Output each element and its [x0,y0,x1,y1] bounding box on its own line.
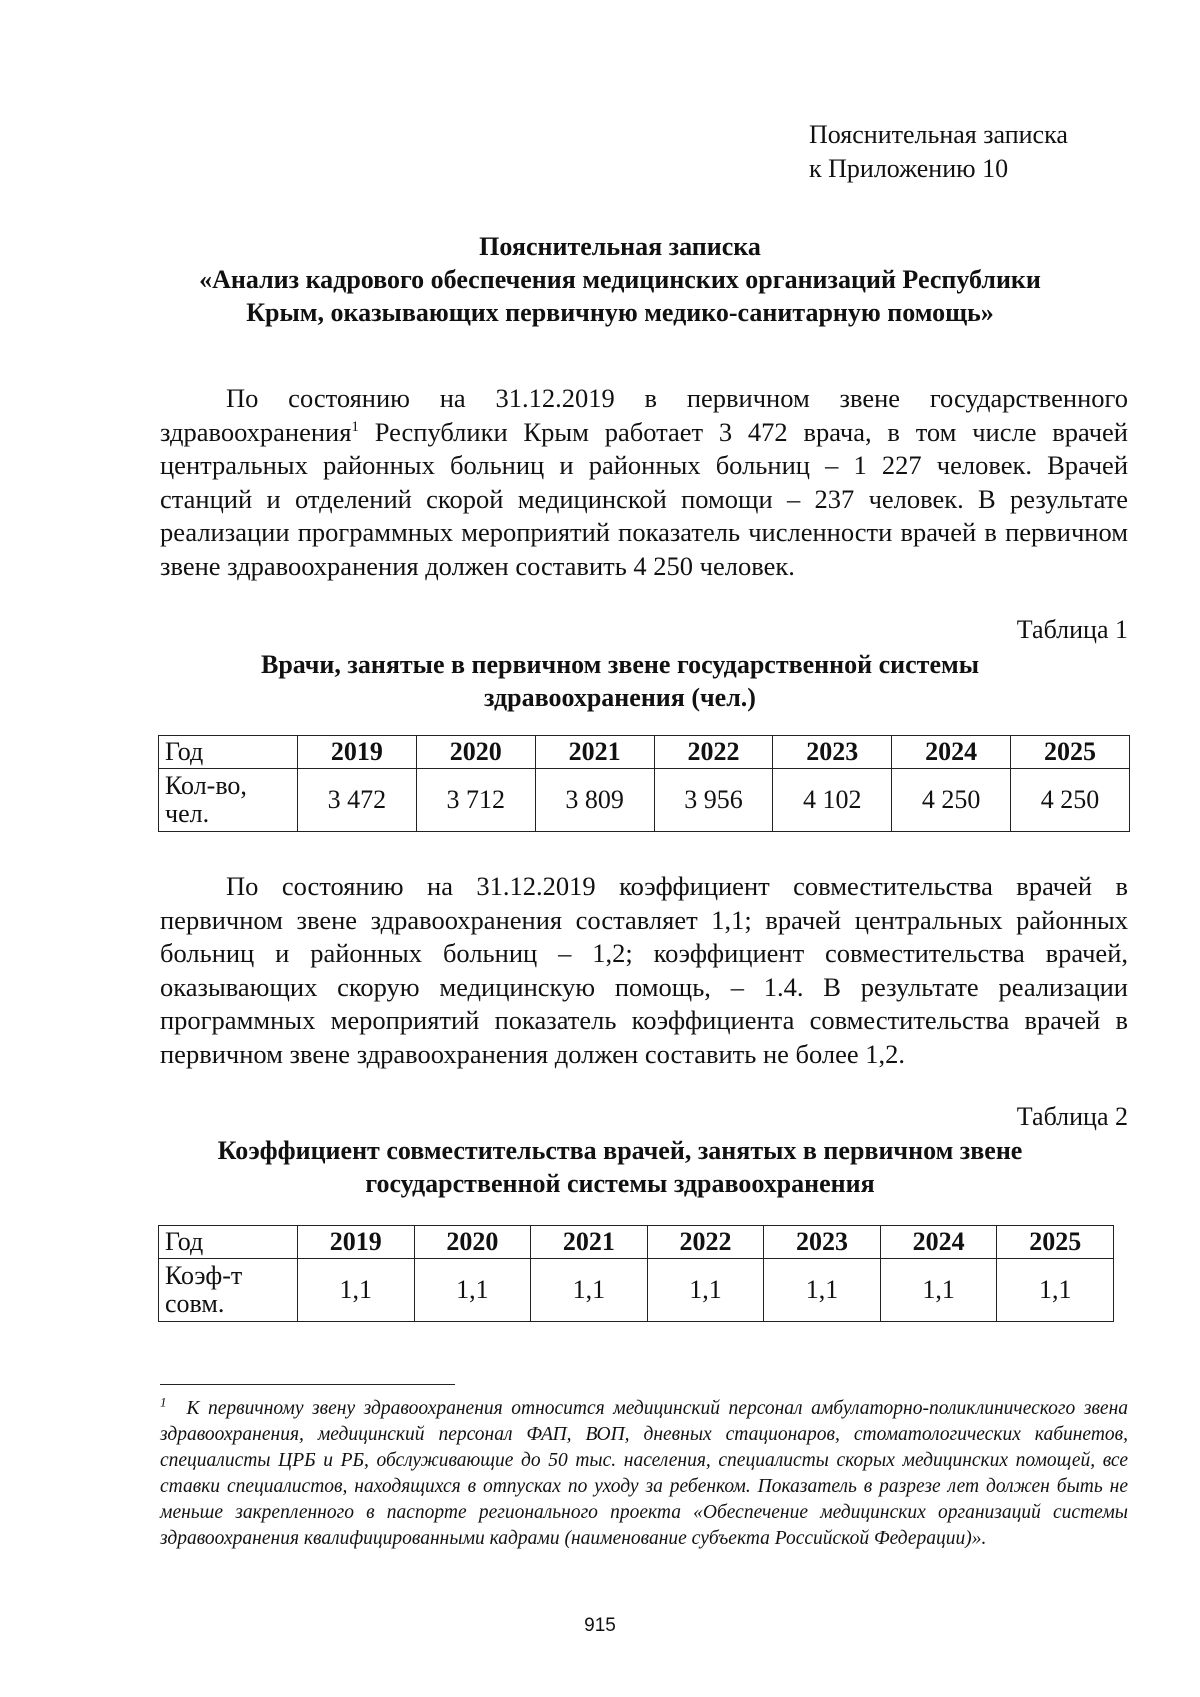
table-2-value: 1,1 [764,1259,881,1322]
footnote [160,1396,1128,1552]
table-1-data-row [159,769,1130,832]
table-1-row-label: Кол-во, чел. [159,769,298,832]
paragraph-1 [160,382,1128,583]
table-1-header-row [159,736,1130,769]
table-1 [158,735,1130,832]
table-1-title [140,648,1100,714]
table-2-year: 2025 [997,1226,1114,1259]
table-2-year: 2023 [764,1226,881,1259]
appendix-reference [809,118,1068,186]
table-1-title-line-2: здравоохранения (чел.) [484,683,756,712]
footnote-reference: 1 [351,418,359,435]
table-2-year: 2020 [414,1226,531,1259]
table-2-year: 2024 [880,1226,997,1259]
table-1-year: 2024 [892,736,1011,769]
table-2-title-line-1: Коэффициент совместительства врачей, занятых в первичном звене [217,1136,1023,1165]
table-2-title [140,1134,1100,1200]
footnote-mark: 1 [160,1394,167,1410]
table-2-title-line-2: государственной системы здравоохранения [365,1169,875,1198]
table-1-value: 4 250 [1011,769,1130,832]
table-1-year: 2023 [773,736,892,769]
table-2-year: 2022 [647,1226,764,1259]
table-1-title-line-1: Врачи, занятые в первичном звене государственной системы [260,650,979,679]
table-1-value: 3 712 [416,769,535,832]
paragraph-1-text-b: Республики Крым работает 3 472 врача, в том числе врачей центральных районных больниц и районных больниц – 1 227 человек. Врачей станций и отделений скорой медицинской помощи – 237 человек. В результате реализации программных мероприятий показатель численности врачей в первичном звене здравоохранения должен составить 4 250 человек. [160,416,1128,581]
title-line-2: «Анализ кадрового обеспечения медицинских организаций Республики [199,265,1041,294]
table-2-header-label: Год [159,1226,298,1259]
table-2-data-row [159,1259,1114,1322]
paragraph-2-text: По состоянию на 31.12.2019 коэффициент совместительства врачей в первичном звене здравоохранения составляет 1,1; врачей центральных районных больниц и районных больниц – 1,2; коэффициент совместительства врачей, оказывающих скорую медицинскую помощь, – 1.4. В результате реализации программных мероприятий показатель коэффициента совместительства врачей в первичном звене здравоохранения должен составить не более 1,2. [160,871,1128,1069]
table-2-value: 1,1 [298,1259,415,1322]
table-2 [158,1225,1114,1322]
document-title [140,230,1100,329]
table-2-value: 1,1 [880,1259,997,1322]
table-1-header-label: Год [159,736,298,769]
appendix-line-2: к Приложению 10 [809,154,1009,183]
title-line-3: Крым, оказывающих первичную медико-санитарную помощь» [246,298,994,327]
table-2-row-label: Коэф-т совм. [159,1259,298,1322]
table-1-value: 3 809 [535,769,654,832]
table-1-value: 4 102 [773,769,892,832]
footnote-text: К первичному звену здравоохранения относится медицинский персонал амбулаторно-поликлинического звена здравоохранения, медицинский персонал ФАП, ВОП, дневных стационаров, стоматологических кабинетов, специалисты ЦРБ и РБ, обслуживающие до 50 тыс. населения, специалисты скорых медицинских помощей, все ставки специалистов, находящихся в отпусках по уходу за ребенком. Показатель в разрезе лет должен быть не меньше закрепленного в паспорте регионального проекта «Обеспечение медицинских организаций системы здравоохранения квалифицированными кадрами (наименование субъекта Российской Федерации)». [160,1398,1128,1549]
table-1-value: 4 250 [892,769,1011,832]
table-1-year: 2021 [535,736,654,769]
appendix-line-1: Пояснительная записка [809,120,1068,149]
table-2-label: Таблица 2 [1016,1102,1128,1131]
table-2-header-row [159,1226,1114,1259]
table-2-value: 1,1 [647,1259,764,1322]
table-1-value: 3 956 [654,769,773,832]
paragraph-2 [160,870,1128,1071]
table-2-year: 2019 [298,1226,415,1259]
table-1-value: 3 472 [298,769,417,832]
footnote-divider [160,1384,455,1385]
table-1-year: 2019 [298,736,417,769]
page-number: 915 [584,1615,616,1636]
table-1-year: 2022 [654,736,773,769]
table-2-year: 2021 [531,1226,648,1259]
title-line-1: Пояснительная записка [479,232,761,261]
paragraph-1-text-a: По состоянию на 31.12.2019 в первичном звене государственного здравоохранения [160,383,1128,447]
table-1-label: Таблица 1 [1016,615,1128,644]
table-2-value: 1,1 [531,1259,648,1322]
table-2-value: 1,1 [414,1259,531,1322]
table-2-value: 1,1 [997,1259,1114,1322]
table-1-year: 2025 [1011,736,1130,769]
table-1-year: 2020 [416,736,535,769]
